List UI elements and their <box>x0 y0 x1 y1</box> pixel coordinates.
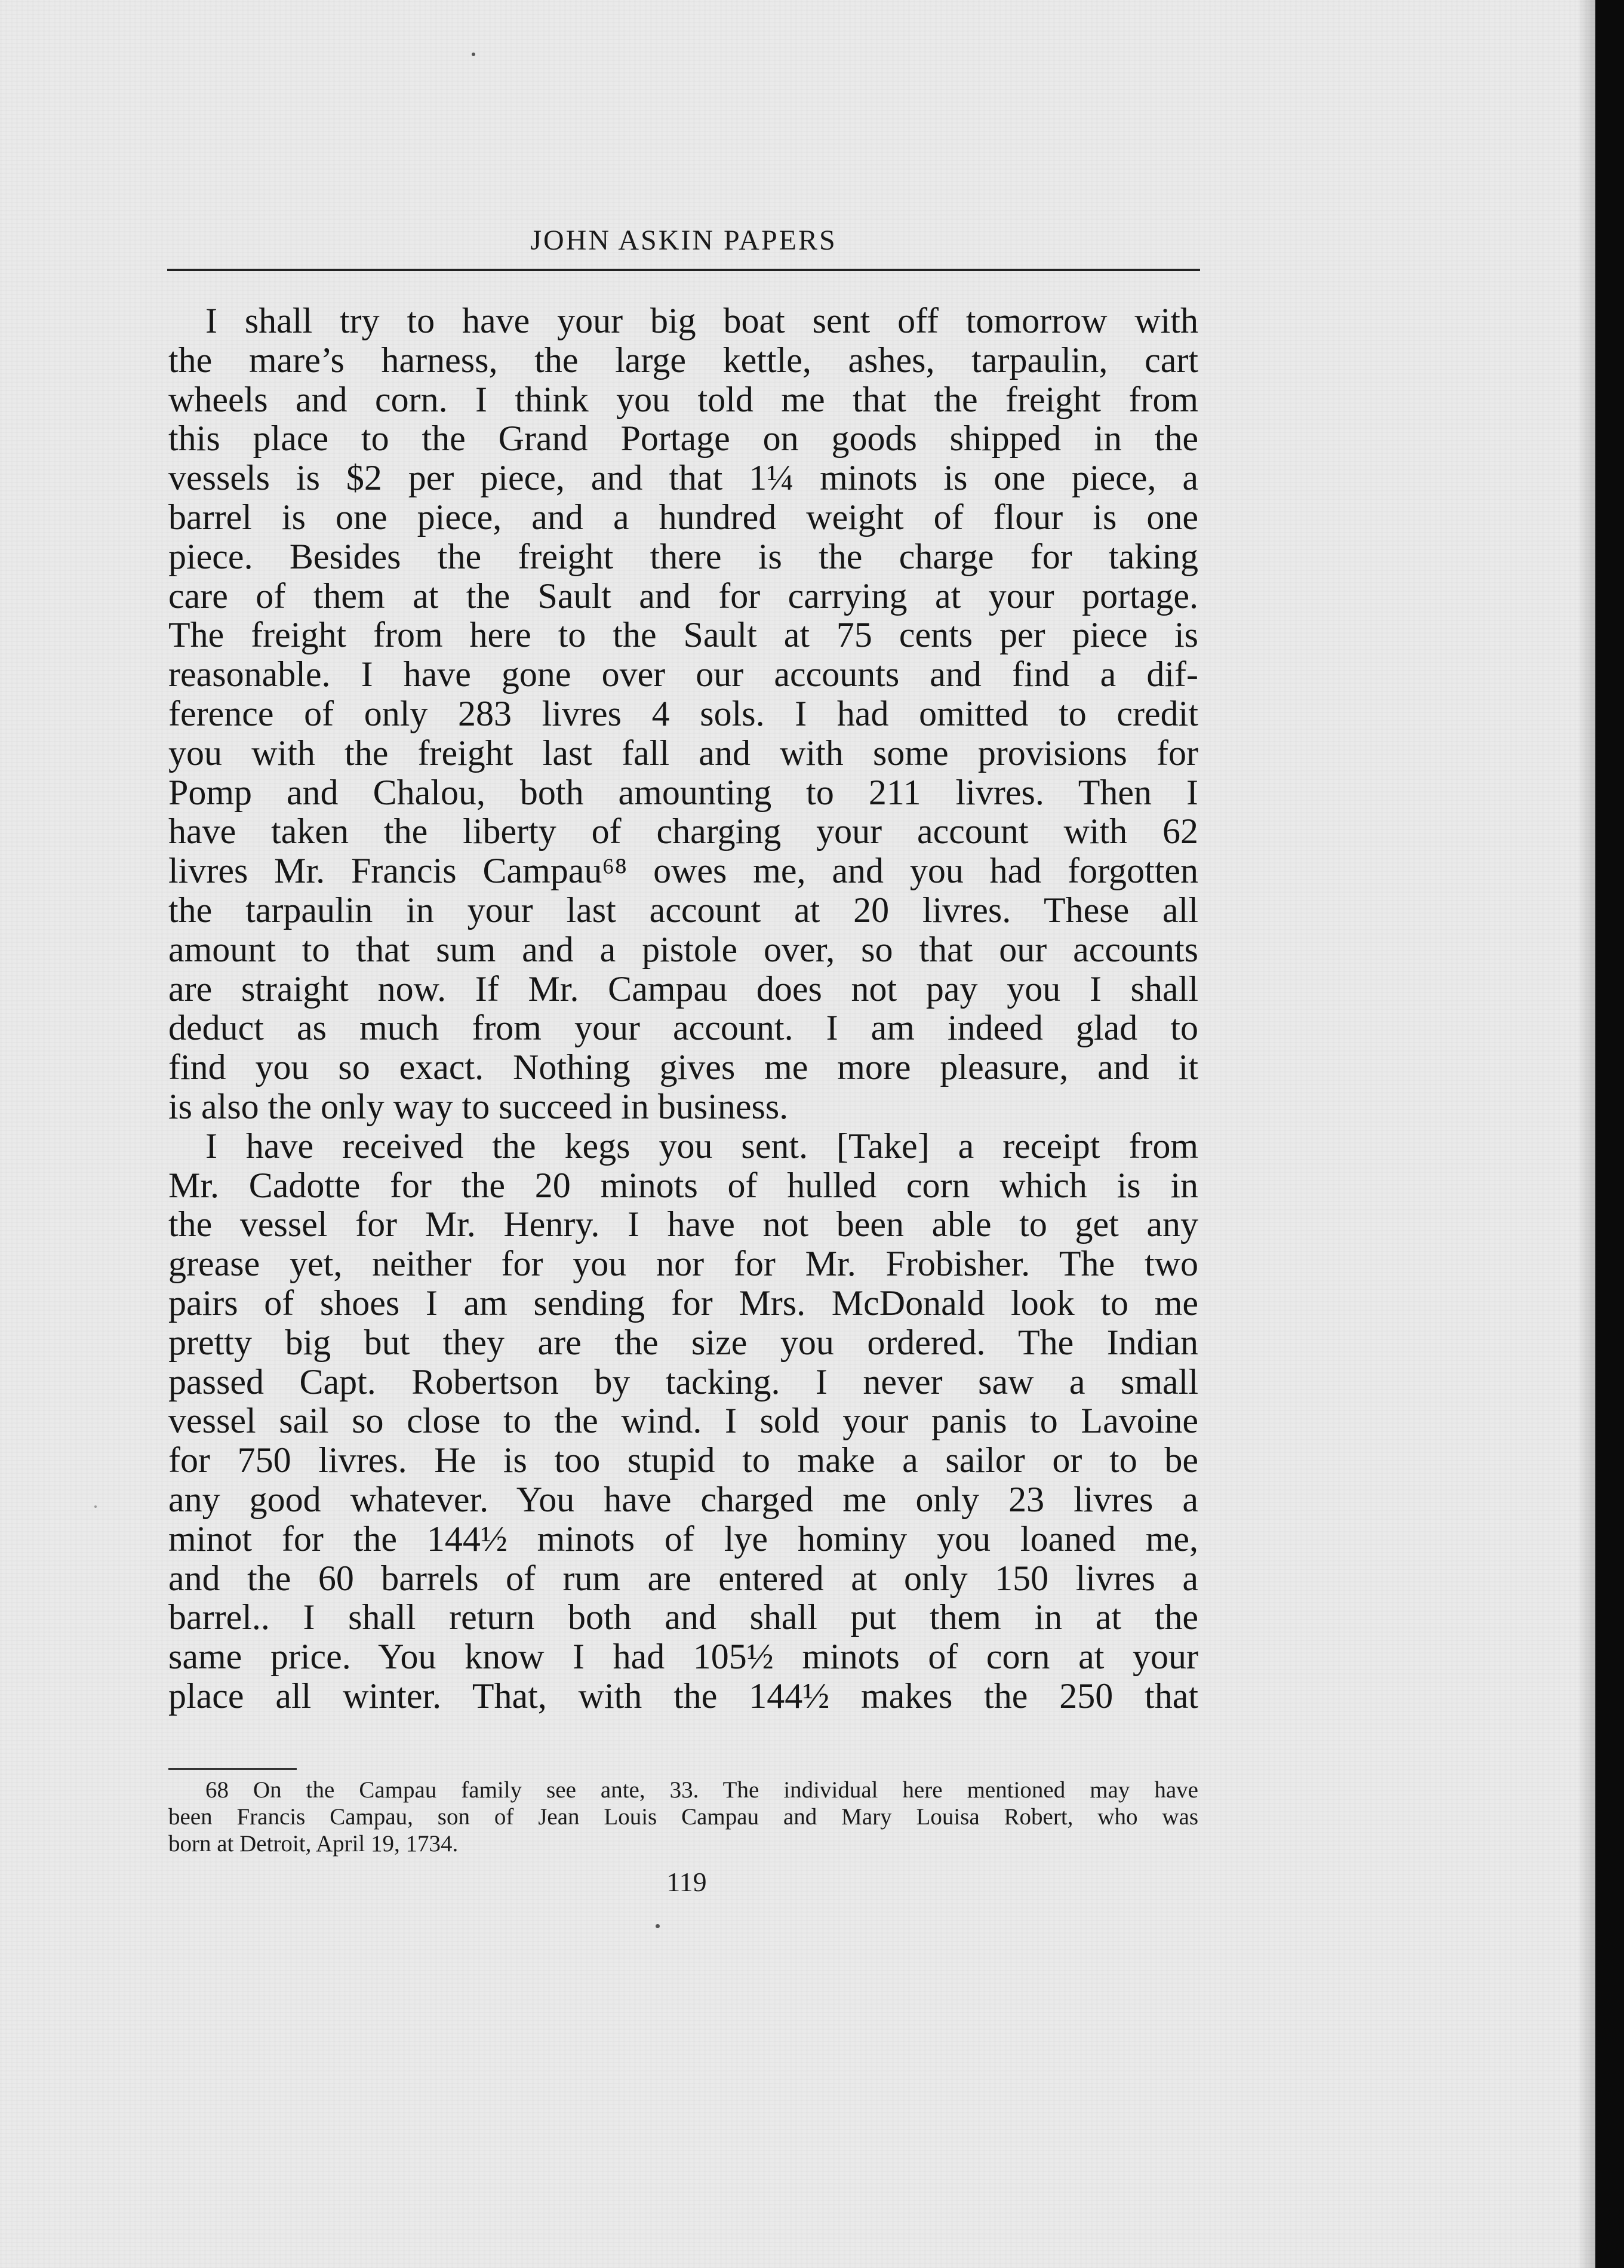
text-line: I shall try to have your big boat sent off tomorrow with <box>205 302 1198 340</box>
text-line: place all winter. That, with the 144½ makes the 250 that <box>168 1676 1198 1716</box>
text-line: have taken the liberty of charging your account with 62 <box>168 812 1198 852</box>
text-line: pairs of shoes I am sending for Mrs. McDonald look to me <box>168 1283 1198 1323</box>
text-line: reasonable. I have gone over our accounts and find a dif- <box>168 655 1198 694</box>
text-line: vessels is $2 per piece, and that 1¼ minots is one piece, a <box>168 459 1198 498</box>
text-line: livres Mr. Francis Campau⁶⁸ owes me, and you had forgotten <box>168 852 1198 891</box>
text-line: wheels and corn. I think you told me that the freight from <box>168 380 1198 419</box>
text-line: this place to the Grand Portage on goods shipped in the <box>168 419 1198 459</box>
page-number: 119 <box>666 1867 707 1897</box>
footnote-line: born at Detroit, April 19, 1734. <box>168 1831 459 1857</box>
text-line: pretty big but they are the size you ordered. The Indian <box>168 1323 1198 1362</box>
text-line: the mare’s harness, the large kettle, ashes, tarpaulin, cart <box>168 340 1198 380</box>
text-line: vessel sail so close to the wind. I sold your panis to Lavoine <box>168 1402 1198 1441</box>
text-line: piece. Besides the freight there is the charge for taking <box>168 537 1198 576</box>
header-rule <box>167 269 1200 271</box>
scan-speck <box>656 1924 660 1928</box>
footnotes <box>168 1777 1198 1857</box>
text-line: care of them at the Sault and for carrying at your portage. <box>168 576 1198 616</box>
text-line: Pomp and Chalou, both amounting to 211 livres. Then I <box>168 773 1198 812</box>
footnote-line: 68 On the Campau family see ante, 33. The individual here mentioned may have <box>205 1777 1198 1803</box>
text-line: same price. You know I had 105½ minots of corn at your <box>168 1637 1198 1677</box>
text-line: for 750 livres. He is too stupid to make a sailor or to be <box>168 1441 1198 1480</box>
footnote-rule <box>168 1768 297 1770</box>
text-line: and the 60 barrels of rum are entered at only 150 livres a <box>168 1559 1198 1598</box>
text-line: Mr. Cadotte for the 20 minots of hulled corn which is in <box>168 1166 1198 1205</box>
text-line: the vessel for Mr. Henry. I have not been able to get any <box>168 1205 1198 1244</box>
text-line: barrel is one piece, and a hundred weight of flour is one <box>168 497 1198 537</box>
text-line: I have received the kegs you sent. [Take] a receipt from <box>205 1126 1198 1166</box>
text-line: amount to that sum and a pistole over, so that our accounts <box>168 930 1198 969</box>
text-line: grease yet, neither for you nor for Mr. Frobisher. The two <box>168 1244 1198 1284</box>
text-line: minot for the 144½ minots of lye hominy you loaned me, <box>168 1519 1198 1559</box>
text-line: The freight from here to the Sault at 75 cents per piece is <box>168 616 1198 655</box>
text-line: are straight now. If Mr. Campau does not pay you I shall <box>168 969 1198 1009</box>
text-line: find you so exact. Nothing gives me more pleasure, and it <box>168 1048 1198 1087</box>
text-line: any good whatever. You have charged me only 23 livres a <box>168 1480 1198 1519</box>
text-line: barrel.. I shall return both and shall put them in at the <box>168 1598 1198 1637</box>
scan-speck <box>94 1505 97 1508</box>
scan-speck <box>472 53 475 56</box>
text-line: the tarpaulin in your last account at 20 livres. These all <box>168 890 1198 930</box>
text-line: ference of only 283 livres 4 sols. I had omitted to credit <box>168 694 1198 733</box>
text-line: you with the freight last fall and with some provisions for <box>168 733 1198 773</box>
text-line: deduct as much from your account. I am indeed glad to <box>168 1009 1198 1048</box>
text-line: passed Capt. Robertson by tacking. I never saw a small <box>168 1362 1198 1402</box>
text-line: is also the only way to succeed in business. <box>168 1087 789 1126</box>
footnote-line: been Francis Campau, son of Jean Louis Campau and Mary Louisa Robert, who was <box>168 1804 1198 1830</box>
running-header: JOHN ASKIN PAPERS <box>530 225 837 256</box>
body-text <box>168 302 1198 1716</box>
